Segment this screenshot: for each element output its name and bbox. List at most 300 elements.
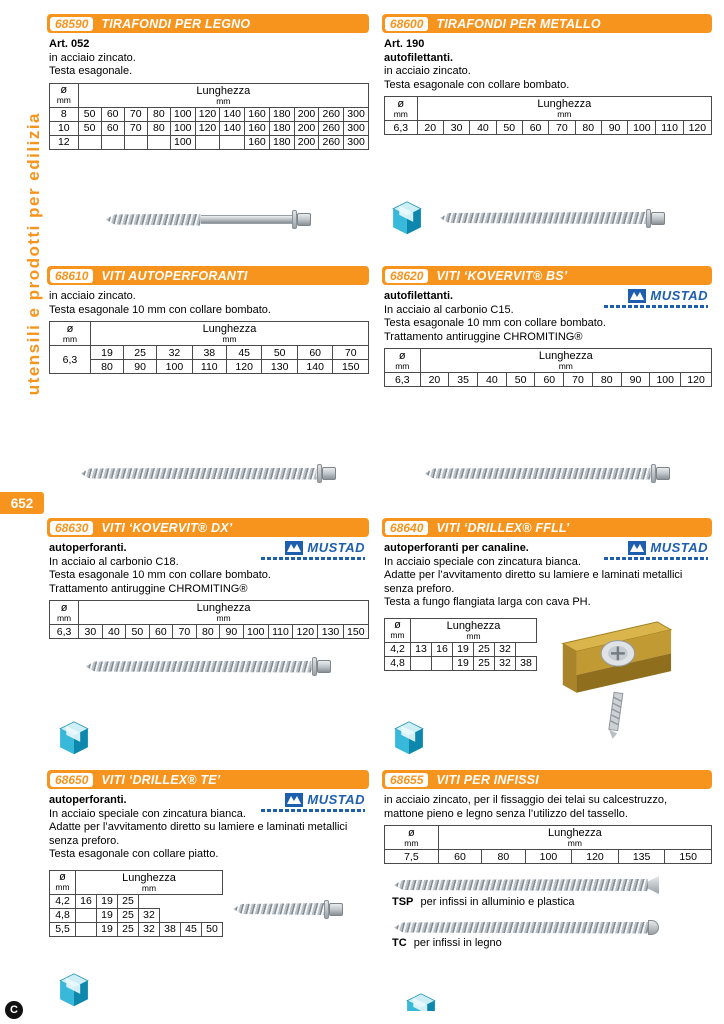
diameter-cell: 4,2 [385,642,411,656]
product-title: VITI ‘DRILLEX® TE’ [101,772,221,787]
length-cell: 20 [420,373,449,387]
diameter-header: ø mm [385,97,418,121]
size-row [385,850,712,864]
length-cell: 19 [97,894,118,908]
product-box-icon [392,719,426,757]
product-section-68655 [382,770,712,1011]
length-cell: 120 [195,107,220,121]
size-row [50,625,369,639]
length-cell: 110 [268,625,292,639]
length-cell: 16 [76,894,97,908]
length-cell: 70 [549,121,575,135]
product-code: 68650 [50,773,93,787]
product-section-68650 [47,770,369,1011]
length-cell: 32 [157,346,193,360]
length-cell [76,908,97,922]
product-section-68620 [382,266,712,507]
length-cell [202,894,223,908]
length-cell: 120 [681,373,712,387]
product-grid [47,14,712,1011]
variant-label: TC [392,937,407,949]
length-cell: 60 [101,107,124,121]
product-photo [47,657,369,676]
length-cell [220,135,245,149]
product-code: 68655 [385,773,428,787]
length-cell [181,894,202,908]
section-header [47,770,369,789]
length-cell: 120 [683,121,711,135]
product-photo [47,210,369,229]
product-title: VITI AUTOPERFORANTI [101,268,248,283]
diameter-cell: 6,3 [50,346,91,374]
length-cell: 45 [181,922,202,936]
diameter-header: ø mm [50,83,79,107]
size-table [384,96,712,135]
diameter-header: ø mm [50,322,91,346]
description-line: autoperforanti. [49,542,127,554]
length-cell: 300 [344,135,369,149]
length-cell: 70 [124,121,147,135]
length-header: Lunghezza mm [79,601,369,625]
section-header [382,770,712,789]
section-header [382,518,712,537]
length-header: Lunghezza mm [90,322,368,346]
length-cell: 200 [294,121,319,135]
length-cell: 90 [621,373,650,387]
diameter-cell: 8 [50,107,79,121]
variant-text: per infissi in legno [413,937,502,949]
length-cell: 40 [102,625,126,639]
mustad-flag-icon [285,541,303,555]
product-title: VITI ‘KOVERVIT® DX’ [101,520,233,535]
length-cell: 90 [124,360,157,374]
length-cell: 19 [90,346,123,360]
length-cell: 30 [79,625,103,639]
page-number-badge: 652 [0,492,44,514]
length-cell [516,642,537,656]
size-row [50,107,369,121]
length-cell: 300 [344,107,369,121]
length-cell: 40 [478,373,507,387]
length-cell [432,656,453,670]
length-cell: 70 [564,373,593,387]
length-cell: 60 [535,373,564,387]
length-cell: 19 [453,656,474,670]
diameter-header: ø mm [385,618,411,642]
description-line: Testa esagonale con collare piatto. [49,848,219,860]
screw-thread [394,922,648,934]
description-line: In acciaio al carbonio C15. [384,303,514,316]
variant-text: per infissi in alluminio e plastica [420,896,575,908]
length-cell [160,894,181,908]
product-photo [382,464,712,483]
screw-thread [440,212,646,224]
description-line: Testa esagonale 10 mm con collare bombato. [49,303,271,316]
length-cell [78,135,101,149]
diameter-cell: 6,3 [385,121,418,135]
product-title: VITI PER INFISSI [436,772,539,787]
length-cell: 180 [269,135,294,149]
length-cell: 19 [453,642,474,656]
length-header: Lunghezza mm [76,870,223,894]
screw-thread [81,468,317,480]
length-cell: 100 [628,121,656,135]
product-title: TIRAFONDI PER LEGNO [101,16,251,31]
screw-photo [233,900,343,919]
size-table [49,600,369,639]
size-row [385,121,712,135]
length-cell [124,135,147,149]
length-cell: 70 [333,346,369,360]
length-cell: 160 [245,121,270,135]
size-row [385,373,712,387]
diameter-header: ø mm [50,870,76,894]
mustad-logo [261,792,365,812]
length-cell: 260 [319,107,344,121]
size-row [385,656,537,670]
length-cell [160,908,181,922]
size-table [384,348,712,387]
length-cell: 60 [522,121,548,135]
length-cell: 100 [525,850,572,864]
diameter-header: ø mm [50,601,79,625]
length-cell: 120 [572,850,619,864]
product-photo [390,199,712,237]
length-cell: 16 [432,642,453,656]
length-cell: 38 [192,346,226,360]
length-cell: 38 [160,922,181,936]
mustad-logo [604,540,708,560]
length-cell: 25 [118,922,139,936]
diameter-cell: 4,2 [50,894,76,908]
length-header: Lunghezza mm [438,826,711,850]
product-section-68610 [47,266,369,507]
length-cell: 32 [495,642,516,656]
description-line: In acciaio al carbonio C18. [49,555,179,568]
description-line: autofilettanti. [384,51,454,64]
mustad-logo [604,288,708,308]
description-line: In acciaio speciale con zincatura bianca. [49,807,246,820]
length-cell: 25 [118,894,139,908]
length-cell: 200 [294,135,319,149]
length-cell [195,135,220,149]
size-row [50,360,369,374]
mustad-tagline-rule [604,557,708,560]
size-table [384,618,537,671]
screw-collar [317,464,322,483]
length-cell: 80 [147,107,170,121]
length-cell: 80 [575,121,601,135]
description-line: in acciaio zincato. [384,65,471,77]
length-cell: 60 [297,346,333,360]
screw-hex-head [297,213,311,226]
length-cell: 30 [443,121,469,135]
length-cell: 32 [139,922,160,936]
length-cell: 90 [220,625,244,639]
size-table [384,825,712,864]
countersunk-head [648,876,659,894]
description-line: Trattamento antiruggine CHROMITING® [384,330,583,343]
description-line: Trattamento antiruggine CHROMITING® [49,582,248,595]
description-line: in acciaio zincato, per il fissaggio dei telai su calcestruzzo, mattone pieno e legno senza l’utilizzo del tassello. [384,794,668,820]
mustad-wordmark: MUSTAD [650,540,708,555]
length-cell: 100 [170,107,195,121]
product-code: 68610 [50,269,93,283]
length-cell: 50 [262,346,298,360]
length-header: Lunghezza mm [411,618,537,642]
diameter-cell: 10 [50,121,79,135]
length-cell: 160 [245,135,270,149]
description-line: Testa esagonale 10 mm con collare bombato. [384,317,606,329]
length-cell: 110 [656,121,683,135]
dome-head [648,920,659,935]
length-cell: 180 [269,121,294,135]
length-cell: 25 [474,642,495,656]
mustad-wordmark: MUSTAD [307,540,365,555]
length-cell: 130 [262,360,298,374]
table-and-photo-row [47,866,369,941]
screw-shank [201,215,292,224]
length-header: Lunghezza mm [420,349,711,373]
length-cell: 120 [195,121,220,135]
screw-collar [312,657,317,676]
length-cell [101,135,124,149]
length-cell: 120 [293,625,318,639]
tsp-screw-photo [394,876,712,894]
length-cell: 300 [344,121,369,135]
length-cell: 50 [78,107,101,121]
section-header [47,14,369,33]
length-cell: 50 [78,121,101,135]
diameter-header: ø mm [385,349,421,373]
product-title: VITI ‘DRILLEX® FFLL’ [436,520,570,535]
sidebar-vertical-label: utensili e prodotti per edilizia [24,112,43,396]
description-line: Testa esagonale 10 mm con collare bombato. [49,569,271,581]
length-cell: 40 [470,121,496,135]
description-line: Art. 052 [49,38,90,50]
description-line: Art. 190 [384,38,425,50]
screw-hex-head [322,467,336,480]
diameter-cell: 6,3 [385,373,421,387]
screw-photo [81,464,336,483]
product-description [384,794,706,821]
length-cell: 32 [139,908,160,922]
mustad-tagline-rule [261,557,365,560]
mustad-flag-icon [285,793,303,807]
variant-caption-tc [392,937,712,949]
screw-hex-head [656,467,670,480]
size-row [385,642,537,656]
screw-collar [292,210,297,229]
length-cell [411,656,432,670]
diameter-cell: 5,5 [50,922,76,936]
screw-thread [394,879,648,891]
length-cell: 80 [482,850,525,864]
description-line: Testa a fungo flangiata larga con cava PH. [384,596,591,608]
product-description [49,290,363,317]
length-cell: 50 [202,922,223,936]
length-cell [139,894,160,908]
description-line: Testa esagonale. [49,65,133,77]
description-line: autoperforanti per canaline. [384,542,529,554]
channel-rail-photo [547,614,675,740]
mustad-wordmark: MUSTAD [650,288,708,303]
length-cell: 110 [192,360,226,374]
length-cell: 50 [496,121,522,135]
diameter-cell: 12 [50,135,79,149]
length-cell: 130 [318,625,343,639]
length-cell: 260 [319,121,344,135]
product-code: 68620 [385,269,428,283]
product-section-68600 [382,14,712,255]
product-section-68640 [382,518,712,759]
mustad-logo [261,540,365,560]
length-cell: 100 [650,373,681,387]
variant-caption-tsp [392,896,712,908]
length-cell: 135 [618,850,665,864]
length-cell: 60 [149,625,173,639]
length-cell: 50 [126,625,150,639]
section-header [47,518,369,537]
screw-thread [86,661,312,673]
length-cell [147,135,170,149]
size-row [50,908,223,922]
description-line: autoperforanti. [49,794,127,806]
description-line: autofilettanti. [384,290,454,302]
section-header [382,266,712,285]
length-cell: 80 [196,625,220,639]
screw-thread [425,468,651,480]
diameter-cell: 6,3 [50,625,79,639]
length-cell [181,908,202,922]
product-title: TIRAFONDI PER METALLO [436,16,601,31]
length-cell: 20 [417,121,443,135]
length-cell: 60 [101,121,124,135]
diameter-cell: 4,8 [50,908,76,922]
product-box-icon [390,199,424,237]
diameter-cell: 4,8 [385,656,411,670]
length-cell: 100 [170,121,195,135]
screw-thread [106,214,201,226]
description-line: in acciaio zincato. [49,51,136,64]
length-cell: 140 [220,121,245,135]
mustad-tagline-rule [261,809,365,812]
description-line: Testa esagonale con collare bombato. [384,78,570,91]
lag-screw-photo [106,210,311,229]
length-cell: 80 [592,373,621,387]
tc-screw-photo [394,920,712,935]
length-cell: 100 [157,360,193,374]
publisher-logo: C [5,1001,23,1019]
length-cell: 70 [124,107,147,121]
size-row [50,894,223,908]
diameter-cell: 7,5 [385,850,439,864]
description-line: in acciaio zincato. [49,290,136,302]
length-cell: 140 [297,360,333,374]
product-section-68590 [47,14,369,255]
length-cell [76,922,97,936]
length-header: Lunghezza mm [78,83,368,107]
length-cell: 80 [90,360,123,374]
section-header [47,266,369,285]
screw-hex-head [651,212,665,225]
length-cell: 150 [333,360,369,374]
length-cell: 160 [245,107,270,121]
length-cell: 260 [319,135,344,149]
screw-hex-head [317,660,331,673]
size-table [49,870,223,937]
length-cell: 45 [226,346,262,360]
screw-photo [86,657,331,676]
length-cell: 70 [173,625,197,639]
variant-label: TSP [392,896,414,908]
screw-photo [440,209,665,228]
product-description [384,38,706,92]
length-cell: 100 [170,135,195,149]
length-cell: 25 [474,656,495,670]
section-header [382,14,712,33]
length-cell [202,908,223,922]
size-table [49,83,369,150]
length-cell: 200 [294,107,319,121]
screw-photo [425,464,670,483]
product-title: VITI ‘KOVERVIT® BS’ [436,268,568,283]
product-box-icon [404,991,438,1011]
description-line: Adatte per l’avvitamento diretto su lamiere e laminati metallici senza preforo. [49,821,348,847]
table-and-photo-row [382,614,712,740]
description-line: In acciaio speciale con zincatura bianca. [384,555,581,568]
length-cell: 13 [411,642,432,656]
length-cell: 50 [506,373,535,387]
size-row [50,121,369,135]
length-cell: 35 [449,373,478,387]
product-box-icon [57,719,91,757]
product-code: 68590 [50,17,93,31]
mustad-wordmark: MUSTAD [307,792,365,807]
screw-thread [233,903,324,915]
size-table [49,321,369,374]
size-row [50,135,369,149]
length-cell: 120 [226,360,262,374]
length-cell: 100 [243,625,268,639]
length-cell: 80 [147,121,170,135]
size-row [50,346,369,360]
length-cell: 180 [269,107,294,121]
diameter-header: ø mm [385,826,439,850]
length-cell: 19 [97,922,118,936]
length-cell: 90 [601,121,627,135]
length-header: Lunghezza mm [417,97,711,121]
product-section-68630 [47,518,369,759]
description-line: Adatte per l’avvitamento diretto su lamiere e laminati metallici senza preforo. [384,569,683,595]
mustad-flag-icon [628,541,646,555]
mustad-tagline-rule [604,305,708,308]
length-cell: 60 [438,850,481,864]
size-row [50,922,223,936]
product-code: 68630 [50,521,93,535]
product-box-icon [57,971,91,1009]
length-cell: 25 [124,346,157,360]
length-cell: 19 [97,908,118,922]
length-cell: 25 [118,908,139,922]
product-photo [47,464,369,483]
length-cell: 140 [220,107,245,121]
length-cell: 150 [343,625,368,639]
screw-hex-head [329,903,343,916]
length-cell: 38 [516,656,537,670]
product-code: 68640 [385,521,428,535]
product-code: 68600 [385,17,428,31]
